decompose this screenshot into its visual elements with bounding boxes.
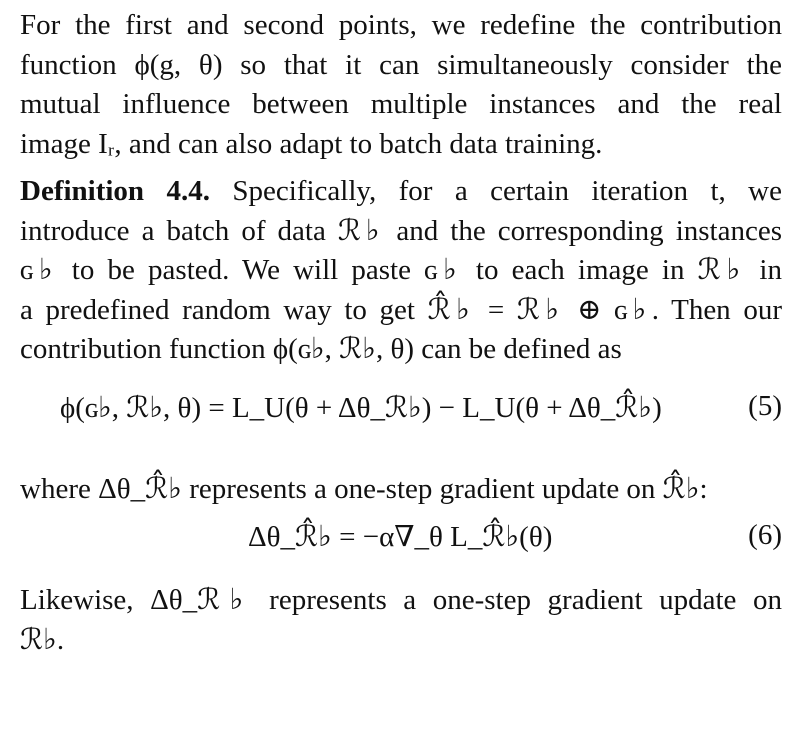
equation-5-expression: ϕ(ɢ♭, ℛ♭, θ) = L_U(θ + Δθ_ℛ♭) − L_U(θ + Δθ_ℛ̂♭)	[60, 391, 662, 424]
paper-excerpt	[20, 6, 782, 660]
text-line: ɢ♭ to be pasted. We will paste ɢ♭ to each image in ℛ♭ in	[20, 254, 782, 286]
equation-6-number: (6)	[748, 519, 782, 551]
paragraph-contribution-redefinition	[20, 6, 782, 164]
paragraph-gradient-update	[20, 470, 782, 510]
text-line: where Δθ_ℛ̂♭ represents a one-step gradient update on ℛ̂♭:	[20, 472, 708, 505]
equation-5	[20, 390, 782, 470]
text-line: For the first and second points, we redefine the contribution	[20, 9, 782, 41]
equation-6	[20, 519, 782, 581]
text-line: mutual influence between multiple instances and the real	[20, 88, 782, 120]
paragraph-likewise	[20, 581, 782, 660]
text-line: Likewise, Δθ_ℛ♭ represents a one-step gradient update on	[20, 584, 782, 616]
definition-4-4	[20, 172, 782, 370]
text-line: ℛ♭.	[20, 623, 65, 656]
equation-6-expression: Δθ_ℛ̂♭ = −α∇_θ L_ℛ̂♭(θ)	[248, 521, 553, 553]
text-line: introduce a batch of data ℛ♭ and the corresponding instances	[20, 214, 782, 247]
equation-5-number: (5)	[748, 389, 782, 422]
text-line	[20, 172, 782, 212]
text-line: contribution function ϕ(ɢ♭, ℛ♭, θ) can be defined as	[20, 333, 622, 365]
text-line: a predefined random way to get ℛ̂♭ = ℛ♭ ⊕ ɢ♭. Then our	[20, 293, 782, 326]
text-line: image Iᵣ, and can also adapt to batch data training.	[20, 127, 603, 160]
definition-heading: Definition 4.4.	[20, 175, 210, 207]
text-line: function ϕ(g, θ) so that it can simultaneously consider the	[20, 48, 782, 81]
definition-text: Specifically, for a certain iteration t, we	[232, 175, 782, 207]
